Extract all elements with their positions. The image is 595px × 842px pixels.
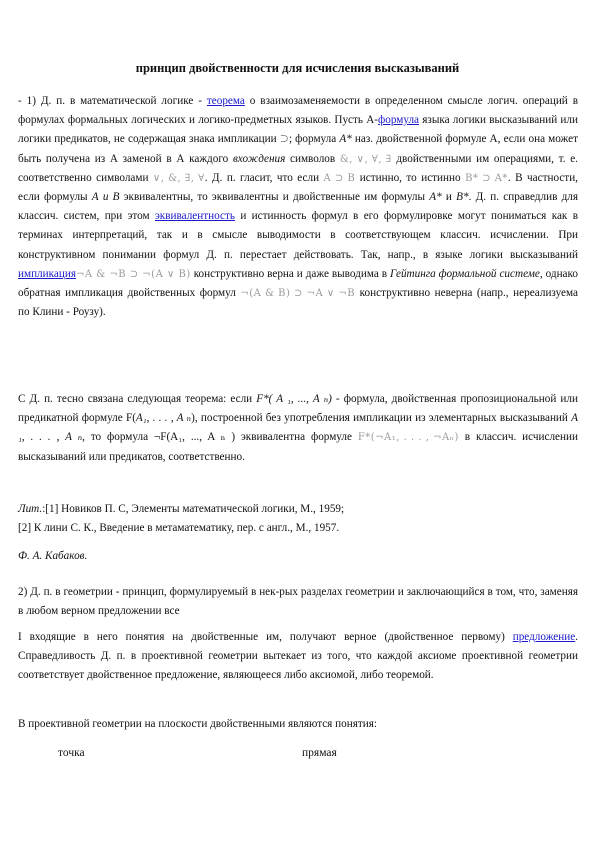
link-theorem[interactable]: теорема <box>206 95 245 107</box>
link-formula[interactable]: формула <box>378 114 420 127</box>
formula-symbols-1: &, ∨, ∀, ∃ <box>339 153 392 165</box>
dual-term-left: точка <box>58 747 85 759</box>
paragraph-logic: - 1) Д. п. в математической логике - теорема о взаимозаменяемости в определенном смысле логич. операций в формулах формальных логических и логико-предметных языков. Пусть А-формула языка логики высказываний или логики предикатов, не содержащая знака импликации ⊃; формула A* наз. двойственной формуле А, если она может быть получена из А заменой в А каждого вхождения символов &, ∨, ∀, ∃ двойственными им операциями, т. е. соответственно символами ∨, &, ∃, ∀. Д. п. гласит, что если A ⊃ B истинно, то истинно B* ⊃ A*. В частности, если формулы А и В эквивалентны, то эквивалентны и двойственные им формулы А* и В*. Д. п. справедлив для классич. систем, при этом эквивалентность и истинность формул в его формулировке могут пониматься как в терминах интерпретаций, так и в смысле выводимости в соответствующем классич. исчислении. При конструктивном понимании формул Д. п. перестает действовать. Так, напр., в языке логики высказываний импликация¬A & ¬B ⊃ ¬(A ∨ B) конструктивно верна и даже выводима в Гейтинга формальной системе, однако обратная импликация двойственных формул ¬(A & B) ⊃ ¬A ∨ ¬B конструктивно неверна (напр., нереализуема по Клини - Роузу). <box>18 95 579 319</box>
paragraph-plane: В проективной геометрии на плоскости двойственными являются понятия: <box>18 718 377 730</box>
formula-constructive: ¬A & ¬B ⊃ ¬(A ∨ B) <box>75 268 191 280</box>
paragraph-projective: I входящие в него понятия на двойственные им, получают верное (двойственное первому) предложение. Справедливость Д. п. в проективной геометрии вытекает из того, что каждой аксиоме проективной геометрии соответствует двойственное предложение, являющееся либо аксиомой, либо теоремой. <box>18 631 578 682</box>
dual-term-right: прямая <box>302 747 337 759</box>
author: Ф. А. Кабаков. <box>18 550 88 562</box>
references: Лит.:[1] Новиков П. С, Элементы математической логики, М., 1959; [2] К лини С. К., Введение в метаматематику, пер. с англ., М., 1957. <box>18 503 345 535</box>
link-equivalence[interactable]: эквивалентность <box>155 210 235 223</box>
page-title: принцип двойственности для исчисления высказываний <box>135 61 460 75</box>
link-implication[interactable]: импликация <box>18 267 76 280</box>
formula-dual: ¬(A & B) ⊃ ¬A ∨ ¬B <box>240 288 356 300</box>
formula-dual-implication: B* ⊃ A* <box>465 172 508 184</box>
implication-symbol: ⊃ <box>279 133 289 146</box>
link-proposition[interactable]: предложение <box>512 631 576 643</box>
formula-symbols-2: ∨, &, ∃, ∀ <box>152 172 205 184</box>
paragraph-theorem: С Д. п. тесно связана следующая теорема: если F*( A ₁, ..., A ₙ) - формула, двойственная пропозициональной или предикатной формуле F(A₁, . . . , A ₙ), построенной без употребления импликации из элементарных высказываний A ₁, . . . , A ₙ, то формула ¬F(A₁, ..., A ₙ ) эквивалентна формуле F*(¬A₁, . . . , ¬Aₙ) в классич. исчислении высказываний или предикатов, соответственно. <box>18 393 578 463</box>
formula-a-implies-b: A ⊃ B <box>323 172 356 184</box>
formula-f-star: F*(¬A₁, . . . , ¬Aₙ) <box>357 432 459 444</box>
paragraph-geometry: 2) Д. п. в геометрии - принцип, формулируемый в нек-рых разделах геометрии и заключающийся в том, что, заменяя в любом верном предложении все <box>18 586 578 618</box>
